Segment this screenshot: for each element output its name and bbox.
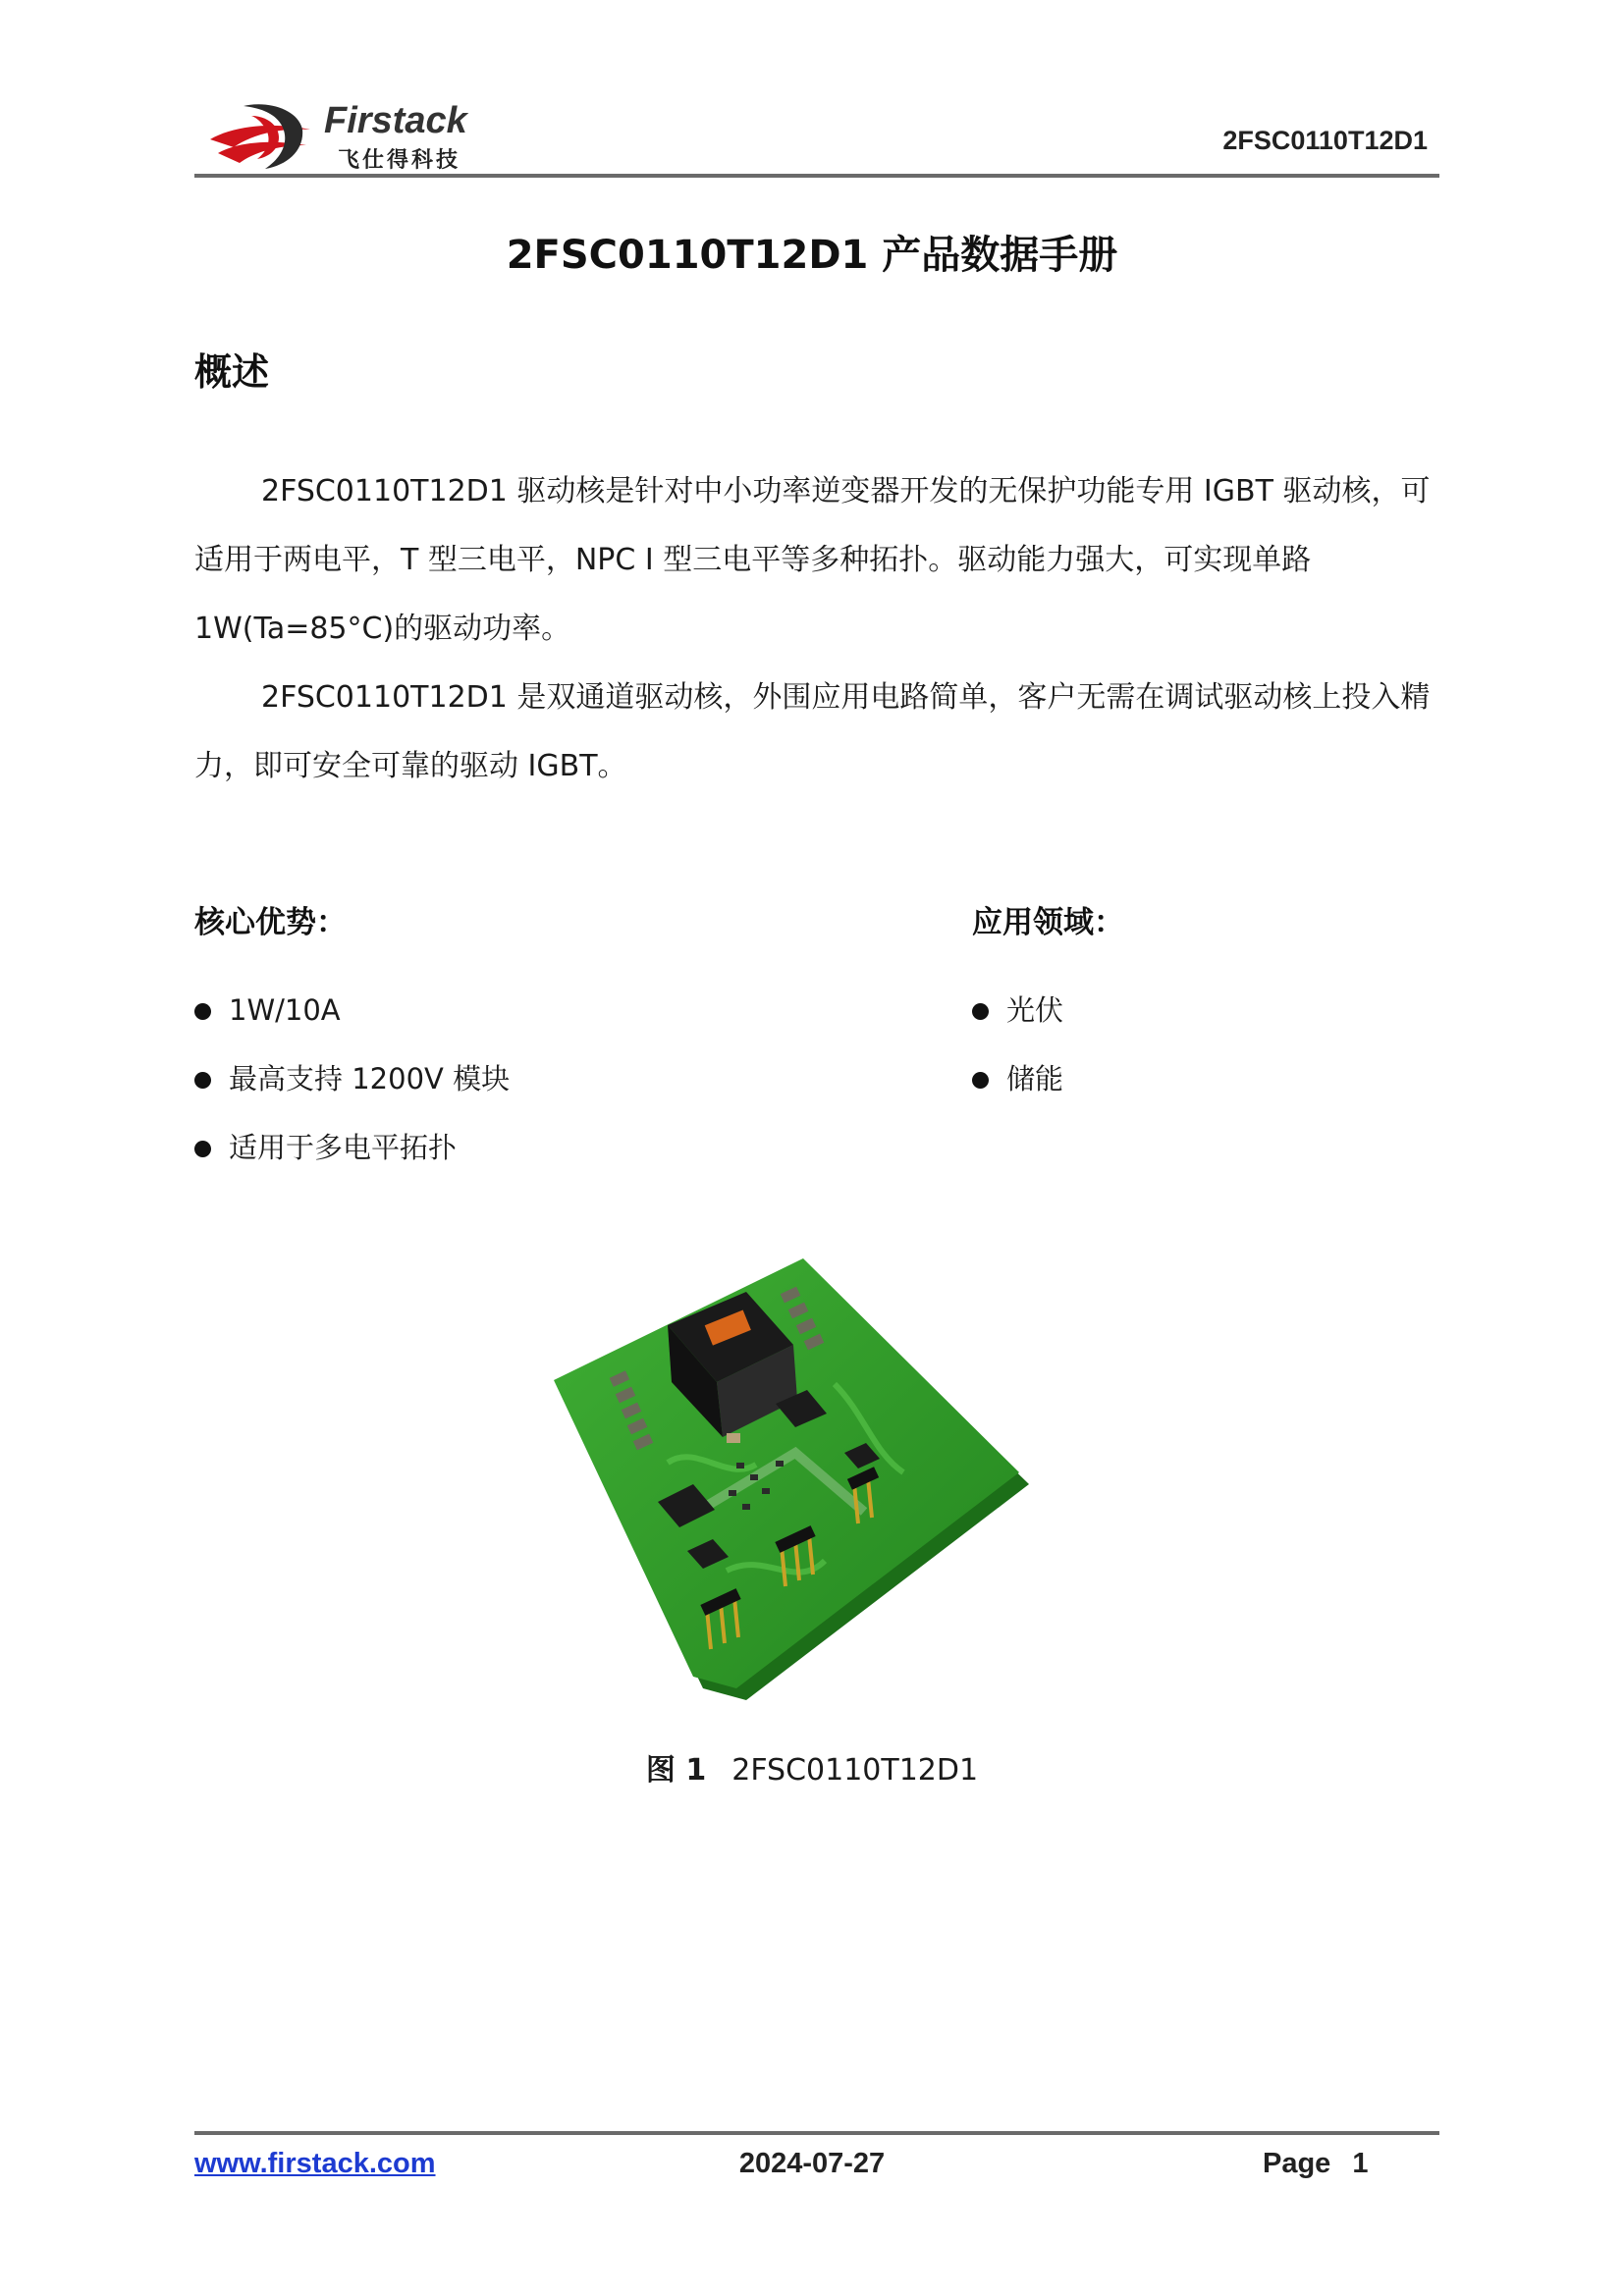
advantages-list xyxy=(194,982,510,1188)
firstack-logo-icon xyxy=(204,96,322,175)
bullet-icon xyxy=(972,1003,989,1020)
page-label: Page xyxy=(1263,2148,1331,2179)
list-item xyxy=(194,1119,510,1188)
document-title: 2FSC0110T12D1 产品数据手册 xyxy=(506,233,1118,278)
website-link[interactable]: www.firstack.com xyxy=(194,2148,436,2179)
product-photo xyxy=(550,1256,1080,1728)
bullet-icon xyxy=(194,1003,211,1020)
bullet-icon xyxy=(972,1072,989,1089)
bullet-icon xyxy=(194,1141,211,1157)
list-item-text: 光伏 xyxy=(1006,993,1064,1027)
footer-date: 2024-07-27 xyxy=(738,2148,886,2179)
page-header xyxy=(194,94,1439,179)
bullet-icon xyxy=(194,1072,211,1089)
figure-caption xyxy=(0,1745,1624,1789)
list-item xyxy=(972,982,1063,1050)
header-divider xyxy=(194,174,1439,178)
list-item xyxy=(194,982,510,1050)
applications-heading: 应用领域： xyxy=(972,905,1124,940)
list-item-text: 1W/10A xyxy=(229,993,341,1027)
applications-list xyxy=(972,982,1063,1119)
logo-wordmark: Firstack xyxy=(324,100,467,141)
list-item-text: 最高支持 1200V 模块 xyxy=(229,1062,511,1095)
logo-subtitle: 飞仕得科技 xyxy=(338,148,461,173)
header-product-code: 2FSC0110T12D1 xyxy=(1222,126,1428,155)
overview-paragraph-1 xyxy=(194,457,1441,664)
paragraph-text: 2FSC0110T12D1 是双通道驱动核，外围应用电路简单，客户无需在调试驱动核上投入精力，即可安全可靠的驱动 IGBT。 xyxy=(194,680,1431,783)
overview-paragraph-2 xyxy=(194,664,1441,801)
figure-label: 图 1 xyxy=(645,1753,707,1788)
page-indicator xyxy=(1263,2148,1368,2180)
list-item xyxy=(972,1050,1063,1119)
company-logo xyxy=(204,96,499,175)
page-number: 1 xyxy=(1352,2148,1369,2179)
section-title-overview: 概述 xyxy=(194,350,270,394)
advantages-heading: 核心优势： xyxy=(194,905,347,940)
footer-divider xyxy=(194,2131,1439,2135)
list-item xyxy=(194,1050,510,1119)
paragraph-text: 2FSC0110T12D1 驱动核是针对中小功率逆变器开发的无保护功能专用 IGBT 驱动核，可适用于两电平，T 型三电平，NPC I 型三电平等多种拓扑。驱动能力强大，可实现单路 1W(Ta=85°C)的驱动功率。 xyxy=(194,474,1431,646)
figure-caption-text: 2FSC0110T12D1 xyxy=(731,1753,979,1788)
list-item-text: 储能 xyxy=(1006,1062,1064,1095)
list-item-text: 适用于多电平拓扑 xyxy=(229,1131,458,1164)
